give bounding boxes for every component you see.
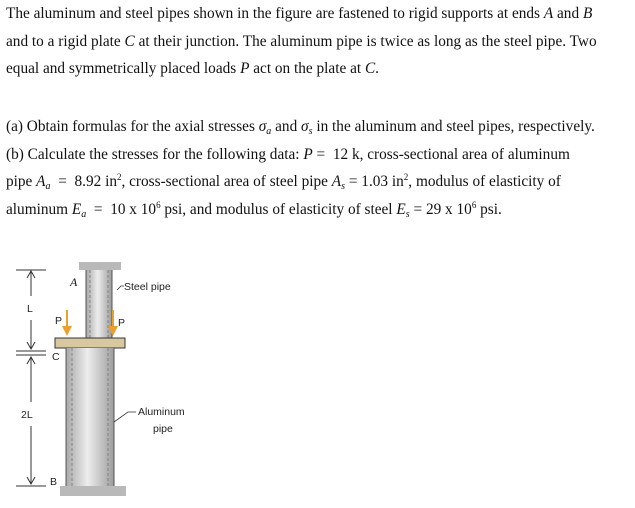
part-b-line-1: (b) Calculate the stresses for the following data: P = 12 k, cross-sectional area of aluminum bbox=[6, 146, 570, 163]
intro-line-3: equal and symmetrically placed loads P act on the plate at C. bbox=[6, 60, 379, 77]
aluminum-pipe bbox=[66, 348, 114, 486]
bottom-support bbox=[60, 486, 126, 496]
label-a: A bbox=[70, 275, 78, 289]
label-steel-pipe: Steel pipe bbox=[124, 281, 171, 293]
pipe-diagram bbox=[0, 262, 240, 508]
label-l: L bbox=[27, 303, 33, 315]
label-p-right: P bbox=[118, 317, 126, 329]
label-p-left: P bbox=[55, 315, 63, 327]
top-support bbox=[79, 262, 121, 270]
intro-line-1: The aluminum and steel pipes shown in the figure are fastened to rigid supports at ends A and B bbox=[6, 5, 593, 22]
load-arrow-left bbox=[62, 310, 72, 336]
label-b: B bbox=[50, 476, 58, 488]
label-c: C bbox=[52, 351, 60, 363]
part-a-line: (a) Obtain formulas for the axial stresses $\sigma_a$ and $\sigma_s$ in the aluminum and steel pipes, respectively. bbox=[6, 118, 595, 137]
pipe-figure bbox=[0, 262, 240, 508]
rigid-plate-c bbox=[55, 338, 125, 348]
label-aluminum: Aluminum bbox=[138, 406, 185, 418]
label-2l: 2L bbox=[21, 409, 33, 421]
intro-line-2: and to a rigid plate C at their junction. The aluminum pipe is twice as long as the steel pipe. Two bbox=[6, 33, 597, 50]
part-b-line-3: aluminum $E_a = 10$ x $10^6$ psi, and modulus of elasticity of steel $E_s = 29$ x $10^6$ psi. bbox=[6, 200, 502, 220]
label-aluminum-pipe: pipe bbox=[153, 423, 173, 435]
part-b-line-2: pipe $A_a = 8.92$ $in^2$, cross-sectional area of steel pipe $A_s = 1.03$ $in^2$, modulus of elasticity of bbox=[6, 172, 561, 192]
